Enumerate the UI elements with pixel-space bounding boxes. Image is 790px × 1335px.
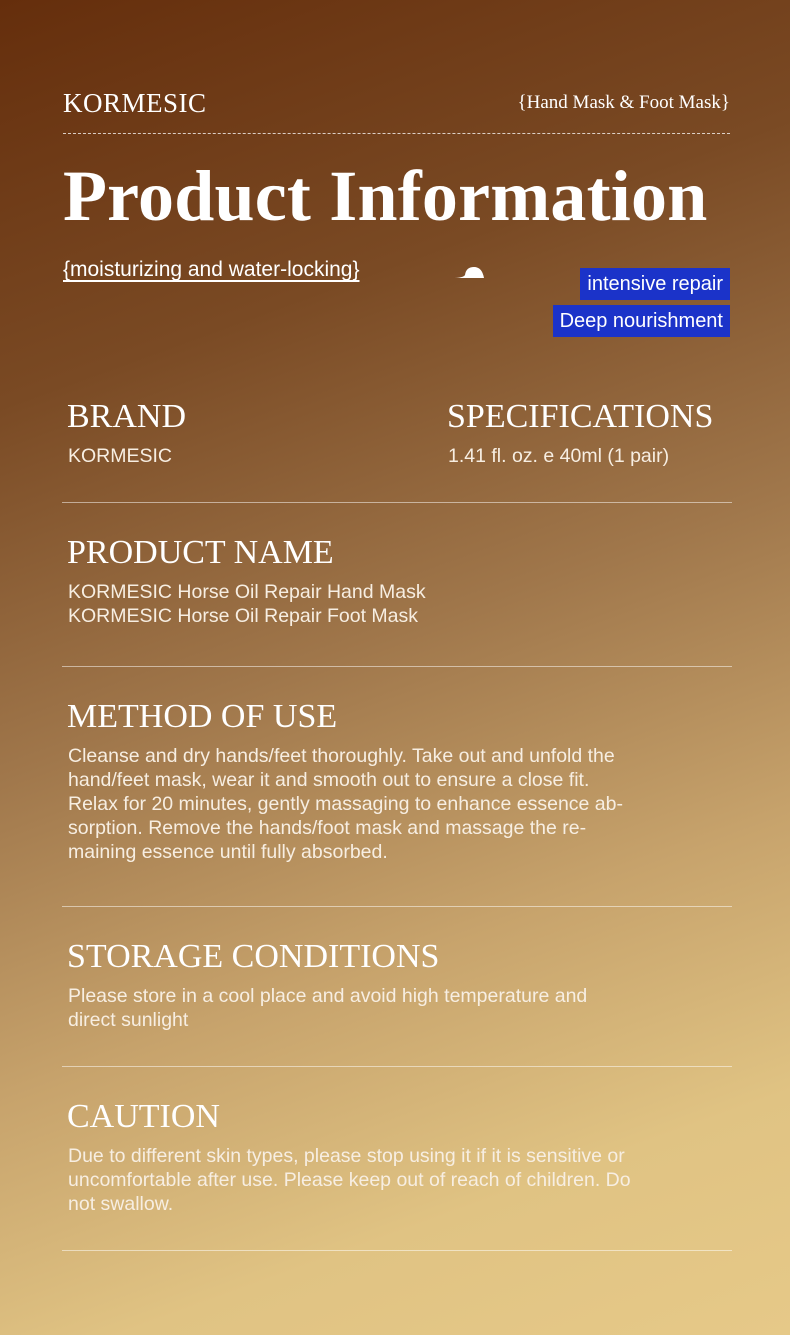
section-divider (62, 1250, 732, 1251)
dashed-divider (63, 133, 730, 134)
page-title: Product Information (63, 156, 708, 236)
badge-deep-nourishment: Deep nourishment (553, 305, 730, 337)
section-divider (62, 502, 732, 503)
section-divider (62, 666, 732, 667)
caution-line: uncomfortable after use. Please keep out of reach of children. Do (68, 1169, 631, 1191)
subtitle: {moisturizing and water-locking} (63, 258, 360, 281)
section-divider (62, 1066, 732, 1067)
storage-line: Please store in a cool place and avoid high temperature and (68, 985, 588, 1007)
storage-line: direct sunlight (68, 1009, 189, 1031)
caution-line: not swallow. (68, 1193, 174, 1215)
caution-heading: CAUTION (67, 1098, 220, 1135)
method-of-use-text (68, 744, 623, 864)
section-divider (62, 906, 732, 907)
specifications-value: 1.41 fl. oz. e 40ml (1 pair) (448, 445, 670, 467)
method-line: Cleanse and dry hands/feet thoroughly. Take out and unfold the (68, 745, 615, 767)
storage-conditions-heading: STORAGE CONDITIONS (67, 938, 440, 975)
method-line: Relax for 20 minutes, gently massaging to enhance essence ab- (68, 793, 623, 815)
specifications-heading: SPECIFICATIONS (447, 398, 714, 435)
drop-icon (452, 265, 484, 279)
method-of-use-heading: METHOD OF USE (67, 698, 338, 735)
method-line: maining essence until fully absorbed. (68, 841, 388, 863)
product-name-line: KORMESIC Horse Oil Repair Hand Mask (68, 581, 426, 603)
product-name-line: KORMESIC Horse Oil Repair Foot Mask (68, 605, 419, 627)
brand-heading: BRAND (67, 398, 187, 435)
method-line: sorption. Remove the hands/foot mask and massage the re- (68, 817, 587, 839)
product-name-text (68, 580, 426, 628)
caution-text (68, 1144, 631, 1216)
tagline: {Hand Mask & Foot Mask} (517, 92, 730, 113)
brand-logo: KORMESIC (63, 88, 207, 118)
brand-value: KORMESIC (68, 445, 173, 467)
product-name-heading: PRODUCT NAME (67, 534, 334, 571)
storage-conditions-text (68, 984, 587, 1032)
method-line: hand/feet mask, wear it and smooth out to ensure a close fit. (68, 769, 590, 791)
badge-intensive-repair: intensive repair (580, 268, 730, 300)
caution-line: Due to different skin types, please stop using it if it is sensitive or (68, 1145, 625, 1167)
